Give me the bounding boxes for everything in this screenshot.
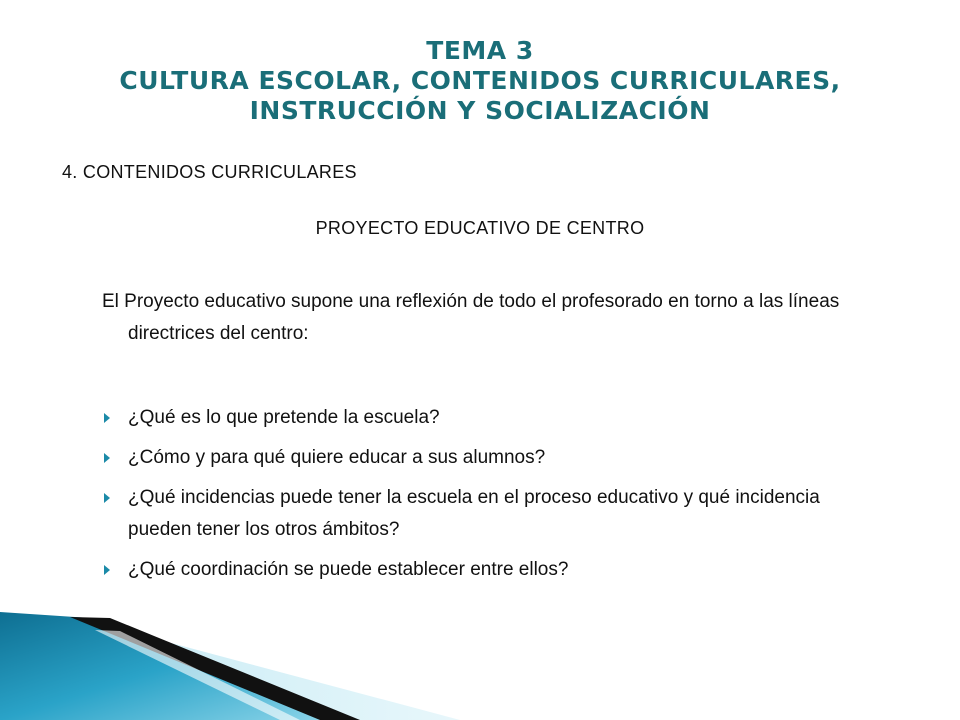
bullet-text: ¿Qué coordinación se puede establecer entre ellos? bbox=[128, 559, 569, 580]
bullet-text: ¿Qué es lo que pretende la escuela? bbox=[128, 407, 440, 428]
triangle-right-icon bbox=[104, 453, 110, 463]
title-line: TEMA 3 bbox=[426, 36, 534, 65]
bullet-list bbox=[102, 402, 882, 594]
triangle-right-icon bbox=[104, 413, 110, 423]
bullet-item bbox=[102, 402, 882, 434]
title-line: INSTRUCCIÓN Y SOCIALIZACIÓN bbox=[249, 96, 711, 125]
intro-paragraph: El Proyecto educativo supone una reflexión de todo el profesorado en torno a las líneas directrices del centro: bbox=[102, 291, 840, 344]
bullet-item bbox=[102, 482, 882, 546]
bullet-item bbox=[102, 442, 882, 474]
bullet-text: ¿Cómo y para qué quiere educar a sus alumnos? bbox=[128, 447, 546, 468]
section-heading: 4. CONTENIDOS CURRICULARES bbox=[62, 162, 357, 182]
bullet-item bbox=[102, 554, 882, 586]
bullet-text: ¿Qué incidencias puede tener la escuela en el proceso educativo y qué incidencia pueden tener los otros ámbitos? bbox=[128, 487, 820, 540]
subheading: PROYECTO EDUCATIVO DE CENTRO bbox=[315, 218, 645, 238]
title-line: CULTURA ESCOLAR, CONTENIDOS CURRICULARES, bbox=[119, 66, 841, 95]
triangle-right-icon bbox=[104, 493, 110, 503]
slide-title bbox=[0, 36, 960, 126]
triangle-right-icon bbox=[104, 565, 110, 575]
